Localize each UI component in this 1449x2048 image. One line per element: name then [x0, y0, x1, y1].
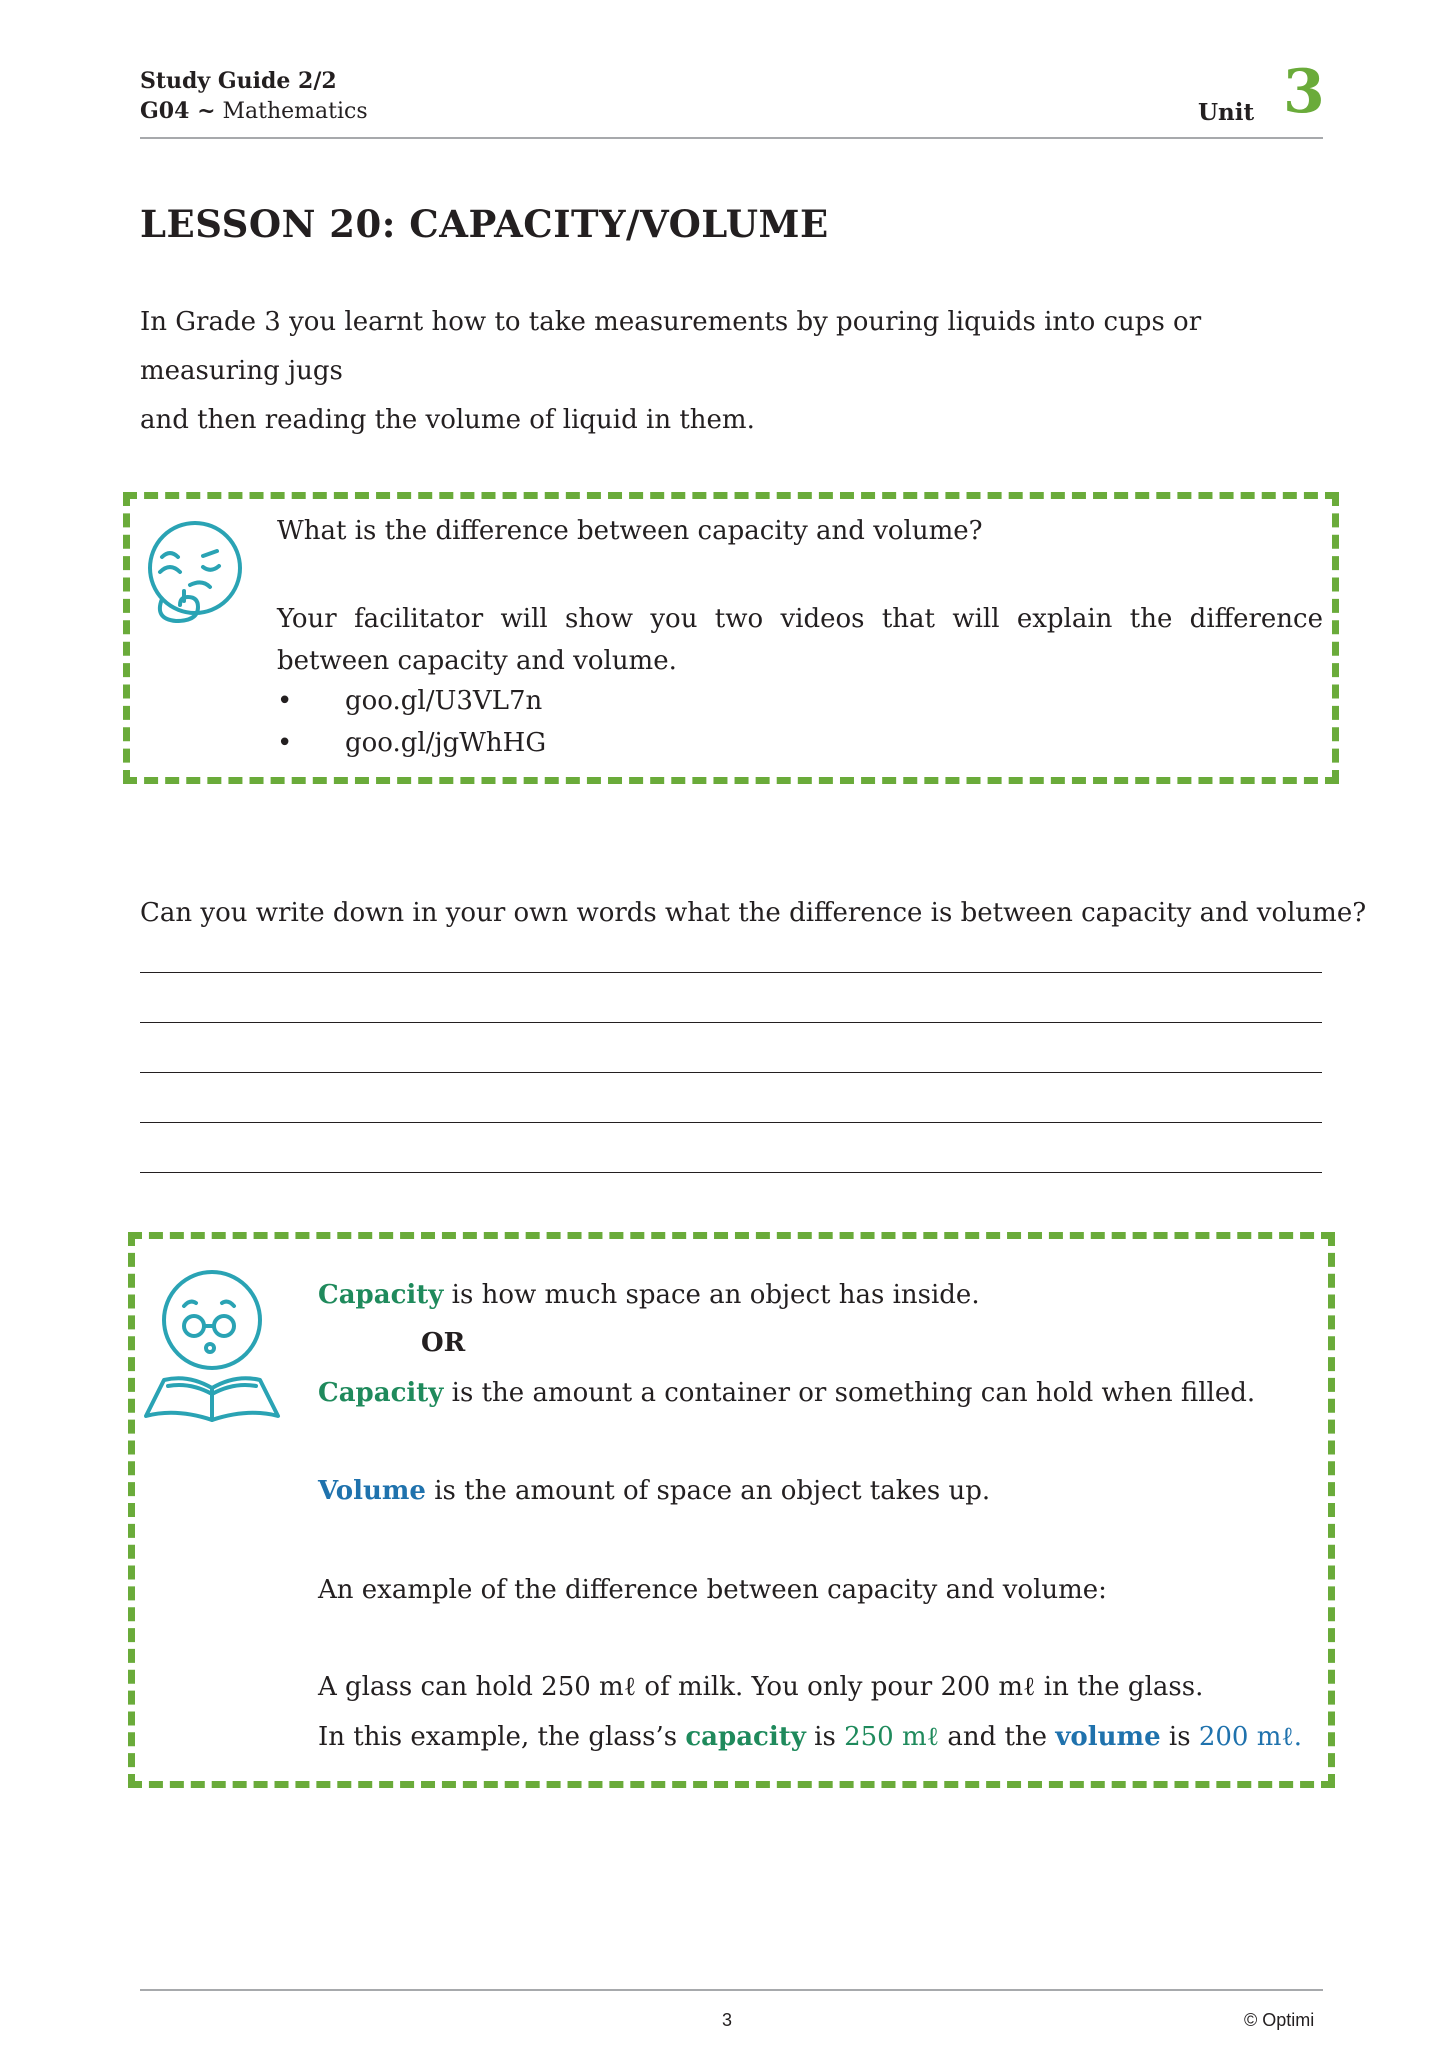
definition-box: [128, 1232, 1335, 1788]
course-line: [140, 98, 368, 124]
answer-line[interactable]: [140, 972, 1322, 973]
example-text: is: [1160, 1722, 1199, 1752]
example-text: is: [805, 1722, 845, 1752]
reading-face-icon: [138, 1268, 286, 1424]
course-name: Mathematics: [222, 99, 368, 124]
capacity-term: capacity: [685, 1722, 806, 1752]
example-intro: An example of the difference between capacity and volume:: [318, 1575, 1107, 1605]
video-link-1[interactable]: goo.gl/U3VL7n: [345, 686, 543, 716]
answer-line[interactable]: [140, 1072, 1322, 1073]
facilitator-text: Your facilitator will show you two videos that will explain the difference between capacity and volume.: [277, 604, 1323, 676]
capacity-definition-2: [318, 1378, 1255, 1408]
capacity-term: Capacity: [318, 1378, 444, 1408]
think-question: What is the difference between capacity and volume?: [277, 516, 983, 546]
video-link-2[interactable]: goo.gl/jgWhHG: [345, 728, 547, 758]
exercise-question: Can you write down in your own words what the difference is between capacity and volume?: [140, 898, 1367, 928]
footer-divider: [140, 1989, 1323, 1991]
unit-label: Unit: [1198, 99, 1255, 126]
capacity-term: Capacity: [318, 1280, 444, 1310]
intro-line-1: In Grade 3 you learnt how to take measurements by pouring liquids into cups or measuring jugs: [140, 307, 1202, 386]
course-code: G04 ~: [140, 98, 216, 124]
definition-text: is the amount of space an object takes up.: [425, 1476, 991, 1506]
answer-line[interactable]: [140, 1022, 1322, 1023]
video-link-item: [277, 728, 546, 758]
video-link-item: [277, 686, 542, 716]
lesson-title: LESSON 20: CAPACITY/VOLUME: [140, 202, 829, 246]
bullet: •: [277, 728, 293, 758]
header-divider: [140, 137, 1323, 139]
or-label: OR: [421, 1328, 466, 1358]
example-line-1: A glass can hold 250 mℓ of milk. You only pour 200 mℓ in the glass.: [318, 1672, 1204, 1702]
example-line-2: [318, 1722, 1302, 1752]
definition-text: is the amount a container or something can hold when filled.: [443, 1378, 1256, 1408]
intro-line-2: and then reading the volume of liquid in them.: [140, 405, 755, 435]
study-guide-label: Study Guide 2/2: [140, 68, 337, 94]
unit-number: 3: [1283, 57, 1325, 127]
copyright: © Optimi: [1244, 2010, 1315, 2030]
answer-line[interactable]: [140, 1172, 1322, 1173]
bullet: •: [277, 686, 293, 716]
capacity-definition-1: [318, 1280, 980, 1310]
volume-term: Volume: [318, 1476, 426, 1506]
answer-line[interactable]: [140, 1122, 1322, 1123]
capacity-value: 250 mℓ: [844, 1722, 940, 1752]
intro-paragraph: [140, 298, 1330, 445]
thinking-face-icon: [140, 517, 246, 637]
page-number: 3: [722, 2010, 733, 2030]
example-text: and the: [939, 1722, 1056, 1752]
definition-text: is how much space an object has inside.: [443, 1280, 980, 1310]
volume-term: volume: [1055, 1722, 1161, 1752]
volume-definition: [318, 1476, 990, 1506]
volume-value: 200 mℓ.: [1198, 1722, 1303, 1752]
example-text: In this example, the glass’s: [318, 1722, 686, 1752]
